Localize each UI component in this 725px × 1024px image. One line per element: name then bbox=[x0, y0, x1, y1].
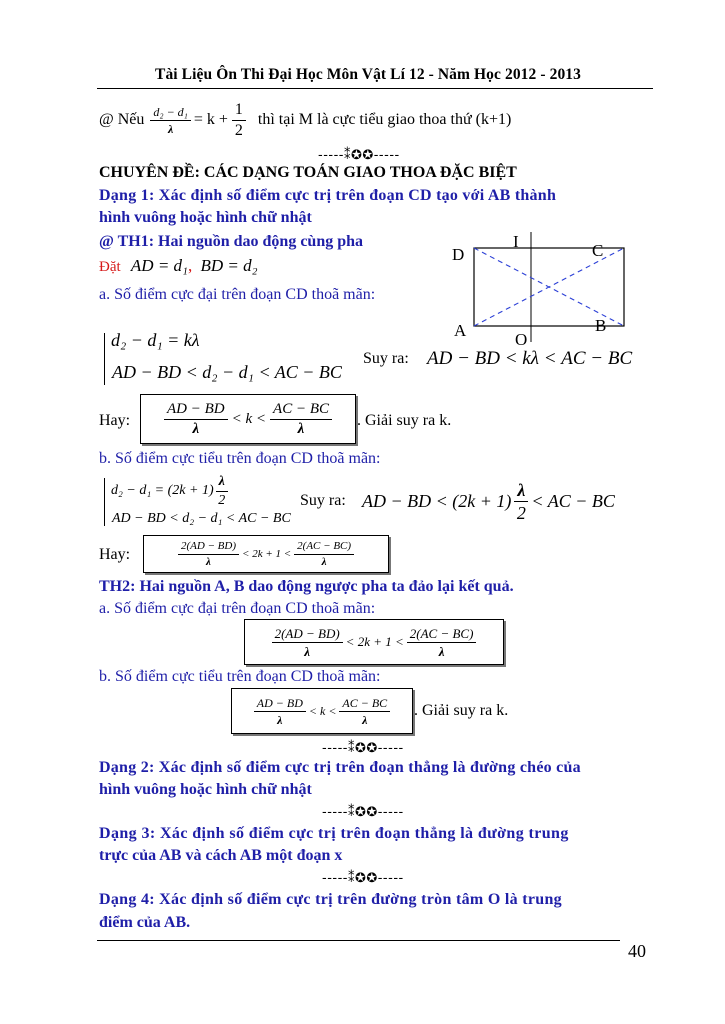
th2-a-mid: < 2k + 1 < bbox=[345, 634, 404, 649]
footer-rule bbox=[97, 940, 620, 941]
b-suyra-left: AD − BD < (2k + 1) bbox=[362, 490, 512, 511]
intro-suffix: thì tại M là cực tiểu giao thoa thứ (k+1) bbox=[257, 111, 512, 128]
formula-box-b bbox=[143, 535, 389, 573]
dang3-line2: trực của AB và cách AB một đoạn x bbox=[99, 847, 343, 864]
th2-b-frac2 bbox=[339, 697, 390, 726]
intro-frac-num: d₂ − d₁ bbox=[150, 106, 190, 121]
system-a-eq1: d₂ − d₁ = kλ bbox=[111, 330, 200, 350]
dang4-line2: điểm của AB. bbox=[99, 914, 191, 931]
dang4-line1: Dạng 4: Xác định số điểm cực trị trên đường tròn tâm O là trung bbox=[99, 891, 562, 908]
formula-box-th2-a bbox=[244, 619, 504, 665]
dang1-b-text: b. Số điểm cực tiểu trên đoạn CD thoã mãn: bbox=[99, 450, 381, 467]
system-b-frac bbox=[216, 475, 228, 508]
label-D: D bbox=[452, 245, 465, 264]
th2-a-frac2 bbox=[407, 627, 477, 658]
label-B: B bbox=[595, 316, 607, 335]
separator-1: -----⁑✪✪----- bbox=[318, 148, 400, 163]
page-number: 40 bbox=[628, 941, 646, 961]
header-rule bbox=[97, 88, 653, 89]
box-a-num1: AD − BD bbox=[164, 402, 228, 420]
th2-b-mid: < k < bbox=[308, 703, 337, 718]
system-a-eq2: AD − BD < d₂ − d₁ < AC − BC bbox=[112, 362, 342, 382]
box-b-den1: λ bbox=[206, 555, 211, 568]
label-A: A bbox=[454, 321, 467, 340]
system-b-frac-den: 2 bbox=[218, 492, 226, 508]
formula-box-a-content bbox=[141, 395, 355, 443]
th2-a-frac1 bbox=[272, 627, 343, 658]
intro-line bbox=[99, 100, 511, 140]
th2-b-num1: AD − BD bbox=[254, 697, 306, 712]
box-b-mid: < 2k + 1 < bbox=[242, 548, 292, 560]
dang2-line2: hình vuông hoặc hình chữ nhật bbox=[99, 781, 312, 798]
box-a-frac1 bbox=[164, 402, 228, 437]
a-suyra-label: Suy ra: bbox=[363, 350, 409, 367]
hay-label-1: Hay: bbox=[99, 412, 131, 429]
dat-expr2: BD = d₂ bbox=[200, 256, 258, 275]
th2-a-den2: λ bbox=[438, 643, 445, 659]
system-a-brace bbox=[104, 333, 105, 385]
formula-box-a bbox=[140, 394, 356, 444]
th2-b-frac1 bbox=[254, 697, 306, 726]
label-I: I bbox=[513, 232, 519, 251]
intro-half-den: 2 bbox=[234, 121, 243, 139]
th2-b-den1: λ bbox=[277, 712, 283, 727]
intro-half bbox=[232, 102, 246, 139]
box-b-num2: 2(AC − BC) bbox=[294, 541, 354, 555]
box-a-den2: λ bbox=[297, 420, 305, 437]
separator-2: -----⁑✪✪----- bbox=[322, 741, 404, 756]
a-suyra-expr: AD − BD < kλ < AC − BC bbox=[427, 348, 633, 369]
formula-box-th2-b bbox=[231, 688, 413, 734]
th2-a-num1: 2(AD − BD) bbox=[272, 627, 343, 643]
dang2-line1: Dạng 2: Xác định số điểm cực trị trên đoạn thẳng là đường chéo của bbox=[99, 759, 581, 776]
intro-half-num: 1 bbox=[232, 102, 246, 121]
th2-b-den2: λ bbox=[362, 712, 368, 727]
intro-eq: = k + bbox=[193, 111, 228, 128]
system-b-eq1-text: d₂ − d₁ = (2k + 1) bbox=[111, 483, 214, 498]
th2-title: TH2: Hai nguồn A, B dao động ngược pha ta đảo lại kết quả. bbox=[99, 578, 514, 595]
box-b-frac2 bbox=[294, 541, 354, 568]
th1-title: @ TH1: Hai nguồn dao động cùng pha bbox=[99, 233, 364, 250]
dat-sep: , bbox=[187, 256, 193, 275]
system-b-frac-num: λ bbox=[216, 475, 228, 492]
rectangle-diagram bbox=[440, 228, 660, 368]
box-b-den2: λ bbox=[321, 555, 327, 568]
th2-a-den1: λ bbox=[304, 643, 311, 659]
dang3-line1: Dạng 3: Xác định số điểm cực trị trên đoạn thẳng là đường trung bbox=[99, 825, 569, 842]
label-O: O bbox=[515, 330, 528, 349]
dang1-a-text: a. Số điểm cực đại trên đoạn CD thoã mãn: bbox=[99, 286, 376, 303]
b-suyra-label: Suy ra: bbox=[300, 492, 346, 509]
system-b-eq2: AD − BD < d₂ − d₁ < AC − BC bbox=[112, 511, 291, 526]
dat-expr1: AD = d₁ bbox=[130, 256, 188, 275]
separator-3: -----⁑✪✪----- bbox=[322, 805, 404, 820]
dat-label: Đặt bbox=[99, 259, 121, 275]
b-suyra-den: 2 bbox=[516, 502, 526, 523]
b-suyra-num: λ bbox=[514, 481, 528, 502]
intro-fraction bbox=[150, 106, 190, 135]
th2-b-num2: AC − BC bbox=[339, 697, 390, 712]
system-b-brace bbox=[104, 478, 105, 526]
intro-prefix: @ Nếu bbox=[99, 111, 145, 128]
intro-frac-den: λ bbox=[167, 121, 174, 136]
giai-1: . Giải suy ra k. bbox=[357, 412, 452, 429]
formula-box-b-content bbox=[144, 536, 388, 572]
section-title: CHUYÊN ĐỀ: CÁC DẠNG TOÁN GIAO THOA ĐẶC BIỆT bbox=[99, 164, 517, 181]
label-C: C bbox=[592, 241, 604, 260]
giai-2: . Giải suy ra k. bbox=[414, 702, 509, 719]
box-a-num2: AC − BC bbox=[270, 402, 332, 420]
th2-a-num2: 2(AC − BC) bbox=[407, 627, 477, 643]
b-suyra-frac bbox=[514, 481, 528, 522]
box-a-mid: < k < bbox=[231, 410, 267, 427]
formula-box-th2-a-content bbox=[245, 620, 503, 664]
dat-line bbox=[99, 256, 258, 276]
hay-label-2: Hay: bbox=[99, 546, 131, 563]
th2-a-text: a. Số điểm cực đại trên đoạn CD thoã mãn: bbox=[99, 600, 376, 617]
box-a-frac2 bbox=[270, 402, 332, 437]
separator-4: -----⁑✪✪----- bbox=[322, 871, 404, 886]
dang1-title-line1: Dạng 1: Xác định số điểm cực trị trên đoạn CD tạo với AB thành bbox=[99, 187, 557, 204]
formula-box-th2-b-content bbox=[232, 689, 412, 733]
dang1-title-line2: hình vuông hoặc hình chữ nhật bbox=[99, 209, 312, 226]
box-b-frac1 bbox=[178, 541, 239, 568]
system-b-eq1 bbox=[111, 474, 228, 508]
box-b-num1: 2(AD − BD) bbox=[178, 541, 239, 555]
th2-b-text: b. Số điểm cực tiểu trên đoạn CD thoã mãn: bbox=[99, 668, 381, 685]
page-header-title: Tài Liệu Ôn Thi Đại Học Môn Vật Lí 12 - Năm Học 2012 - 2013 bbox=[155, 66, 581, 83]
b-suyra-expr bbox=[362, 478, 615, 524]
box-a-den1: λ bbox=[192, 420, 200, 437]
b-suyra-right: < AC − BC bbox=[531, 490, 615, 511]
